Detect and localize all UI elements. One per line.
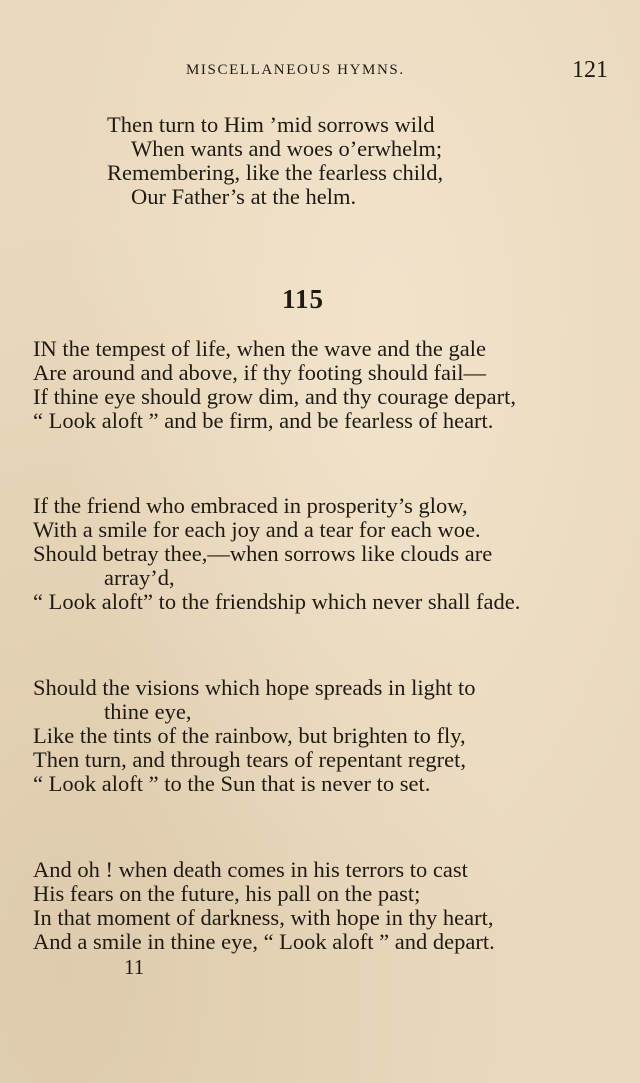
verse-line-continuation: thine eye, [104, 699, 192, 724]
verse-line: And oh ! when death comes in his terrors to cast [33, 857, 468, 882]
verse-line: “ Look aloft ” and be firm, and be fearless of heart. [33, 408, 494, 433]
verse-line: If thine eye should grow dim, and thy courage depart, [33, 384, 516, 409]
verse-line: If the friend who embraced in prosperity’s glow, [33, 493, 468, 518]
running-head: MISCELLANEOUS HYMNS. [186, 62, 405, 78]
verse-line: Then turn, and through tears of repentant regret, [33, 747, 466, 772]
verse-line: Remembering, like the fearless child, [107, 160, 444, 185]
verse-line: Are around and above, if thy footing should fail— [33, 360, 487, 385]
verse-line: Should betray thee,—when sorrows like clouds are [33, 541, 493, 566]
verse-line: Like the tints of the rainbow, but brighten to fly, [33, 723, 466, 748]
verse-line: In that moment of darkness, with hope in thy heart, [33, 905, 494, 930]
verse-line: “ Look aloft” to the friendship which never shall fade. [33, 589, 521, 614]
hymn-number: 115 [282, 284, 325, 314]
verse-line: His fears on the future, his pall on the past; [33, 881, 421, 906]
signature-mark: 11 [124, 955, 145, 979]
verse-line: And a smile in thine eye, “ Look aloft ” and depart. [33, 929, 495, 954]
verse-line-continuation: array’d, [104, 565, 175, 590]
verse-line: Our Father’s at the helm. [131, 184, 357, 209]
verse-line: With a smile for each joy and a tear for each woe. [33, 517, 481, 542]
verse-line: Should the visions which hope spreads in light to [33, 675, 476, 700]
verse-line: When wants and woes o’erwhelm; [131, 136, 443, 161]
verse-line: IN the tempest of life, when the wave and the gale [33, 336, 486, 361]
verse-line: Then turn to Him ’mid sorrows wild [107, 112, 435, 137]
verse-line: “ Look aloft ” to the Sun that is never to set. [33, 771, 431, 796]
page-number: 121 [572, 57, 608, 83]
